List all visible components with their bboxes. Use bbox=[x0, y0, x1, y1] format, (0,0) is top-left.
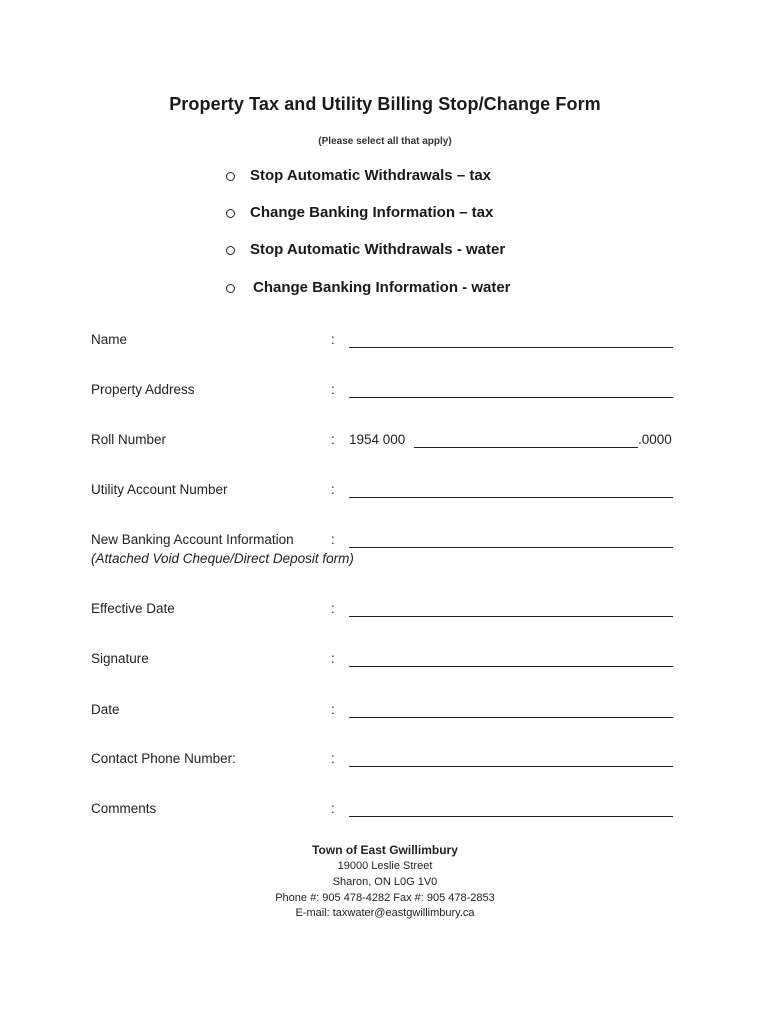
effective-date-field[interactable] bbox=[349, 616, 673, 617]
colon: : bbox=[331, 801, 335, 816]
new-banking-note: (Attached Void Cheque/Direct Deposit form) bbox=[91, 551, 354, 566]
colon: : bbox=[331, 382, 335, 397]
date-field[interactable] bbox=[349, 717, 673, 718]
radio-bullet-icon[interactable] bbox=[226, 284, 235, 293]
new-banking-field[interactable] bbox=[349, 547, 673, 548]
name-label: Name bbox=[91, 332, 128, 347]
colon: : bbox=[331, 332, 335, 347]
form-title: Property Tax and Utility Billing Stop/Change Form bbox=[169, 94, 601, 114]
comments-field[interactable] bbox=[349, 816, 673, 817]
roll-number-field[interactable] bbox=[414, 447, 638, 448]
option-change-banking-tax[interactable] bbox=[226, 204, 493, 221]
footer-city: Sharon, ON L0G 1V0 bbox=[332, 876, 438, 888]
radio-bullet-icon[interactable] bbox=[226, 246, 235, 255]
contact-phone-label: Contact Phone Number: bbox=[91, 751, 236, 766]
option-stop-withdrawals-tax[interactable] bbox=[226, 167, 491, 184]
name-field[interactable] bbox=[349, 347, 673, 348]
colon: : bbox=[331, 432, 335, 447]
footer-org: Town of East Gwillimbury bbox=[312, 843, 458, 857]
utility-account-field[interactable] bbox=[349, 497, 673, 498]
colon: : bbox=[331, 601, 335, 616]
colon: : bbox=[331, 532, 335, 547]
footer-phone-fax: Phone #: 905 478-4282 Fax #: 905 478-2853 bbox=[275, 892, 495, 904]
new-banking-label: New Banking Account Information bbox=[91, 532, 294, 547]
option-label: Change Banking Information – tax bbox=[250, 204, 494, 221]
colon: : bbox=[331, 702, 335, 717]
colon: : bbox=[331, 482, 335, 497]
date-label: Date bbox=[91, 702, 120, 717]
option-label: Stop Automatic Withdrawals – tax bbox=[250, 167, 492, 184]
option-label: Change Banking Information - water bbox=[253, 279, 511, 296]
radio-bullet-icon[interactable] bbox=[226, 172, 235, 181]
footer-street: 19000 Leslie Street bbox=[337, 860, 433, 872]
colon: : bbox=[331, 751, 335, 766]
option-label: Stop Automatic Withdrawals - water bbox=[250, 241, 506, 258]
signature-field[interactable] bbox=[349, 666, 673, 667]
contact-phone-field[interactable] bbox=[349, 766, 673, 767]
property-address-label: Property Address bbox=[91, 382, 195, 397]
radio-bullet-icon[interactable] bbox=[226, 209, 235, 218]
colon: : bbox=[331, 651, 335, 666]
roll-number-label: Roll Number bbox=[91, 432, 167, 447]
signature-label: Signature bbox=[91, 651, 149, 666]
comments-label: Comments bbox=[91, 801, 157, 816]
utility-account-label: Utility Account Number bbox=[91, 482, 228, 497]
option-stop-withdrawals-water[interactable] bbox=[226, 241, 505, 258]
footer-email: E-mail: taxwater@eastgwillimbury.ca bbox=[295, 907, 475, 919]
roll-number-suffix: .0000 bbox=[638, 432, 672, 447]
roll-number-prefix: 1954 000 bbox=[349, 432, 406, 447]
effective-date-label: Effective Date bbox=[91, 601, 175, 616]
form-subtitle: (Please select all that apply) bbox=[318, 136, 452, 147]
option-change-banking-water[interactable] bbox=[226, 279, 511, 296]
property-address-field[interactable] bbox=[349, 397, 673, 398]
